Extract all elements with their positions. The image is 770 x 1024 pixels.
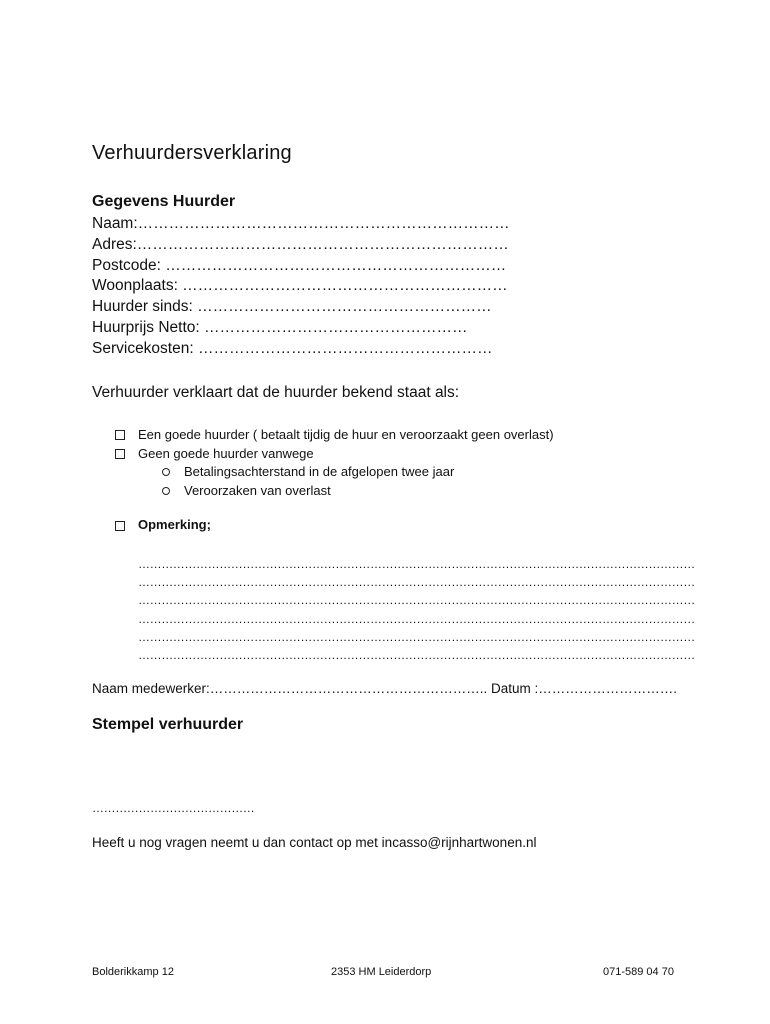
contact-text: Heeft u nog vragen neemt u dan contact op met incasso@rijnhartwonen.nl bbox=[92, 835, 537, 850]
field-adres: Adres:……………………………………………………………… bbox=[92, 235, 509, 253]
remark-line: ……………………………………………………………………………………………………………………………… bbox=[138, 611, 695, 626]
document-title: Verhuurdersverklaring bbox=[92, 142, 292, 164]
remark-label: Opmerking; bbox=[138, 517, 211, 532]
bullet-circle-icon bbox=[162, 468, 170, 476]
tenant-fields bbox=[92, 214, 510, 360]
option-good-tenant[interactable] bbox=[114, 426, 554, 445]
footer-address: Bolderikkamp 12 bbox=[92, 966, 174, 978]
field-woonplaats: Woonplaats: ……………………………………………………… bbox=[92, 277, 508, 295]
checkbox-icon[interactable] bbox=[115, 521, 125, 531]
option-list bbox=[114, 426, 554, 500]
checkbox-icon[interactable] bbox=[115, 449, 125, 459]
remark-line: ……………………………………………………………………………………………………………………………… bbox=[138, 629, 695, 644]
option-good-label: Een goede huurder ( betaalt tijdig de huur en veroorzaakt geen overlast) bbox=[138, 427, 554, 442]
remark-lines bbox=[138, 555, 695, 664]
staff-date-line: Naam medewerker:…………………………………………………….. Datum :…………………………. bbox=[92, 681, 678, 696]
remark-line: ……………………………………………………………………………………………………………………………… bbox=[138, 575, 695, 590]
footer-phone: 071-589 04 70 bbox=[603, 966, 674, 978]
footer-postal-city: 2353 HM Leiderdorp bbox=[331, 966, 432, 978]
field-servicekosten: Servicekosten: ………………………………………………… bbox=[92, 339, 493, 357]
remark-line: ……………………………………………………………………………………………………………………………… bbox=[138, 593, 695, 608]
declaration-intro: Verhuurder verklaart dat de huurder bekend staat als: bbox=[92, 384, 460, 401]
stamp-heading: Stempel verhuurder bbox=[92, 716, 244, 733]
reason-item bbox=[114, 463, 554, 482]
remark-line: ……………………………………………………………………………………………………………………………… bbox=[138, 648, 695, 663]
option-not-good-label: Geen goede huurder vanwege bbox=[138, 445, 314, 461]
signature-line: …………………………………… bbox=[92, 801, 255, 815]
checkbox-icon[interactable] bbox=[115, 430, 125, 440]
reason-label: Veroorzaken van overlast bbox=[184, 482, 331, 498]
option-not-good-tenant[interactable] bbox=[114, 445, 554, 464]
bullet-circle-icon bbox=[162, 487, 170, 495]
reason-item bbox=[114, 482, 554, 501]
field-huurprijs-netto: Huurprijs Netto: …………………………………………… bbox=[92, 318, 468, 336]
option-remark[interactable] bbox=[114, 517, 211, 532]
tenant-section-heading: Gegevens Huurder bbox=[92, 193, 236, 210]
field-huurder-sinds: Huurder sinds: ………………………………………………… bbox=[92, 298, 492, 316]
reason-label: Betalingsachterstand in de afgelopen twee jaar bbox=[184, 464, 455, 479]
field-naam: Naam:……………………………………………………………… bbox=[92, 215, 510, 232]
remark-line: ……………………………………………………………………………………………………………………………… bbox=[138, 557, 695, 571]
field-postcode: Postcode: ………………………………………………………… bbox=[92, 256, 507, 274]
